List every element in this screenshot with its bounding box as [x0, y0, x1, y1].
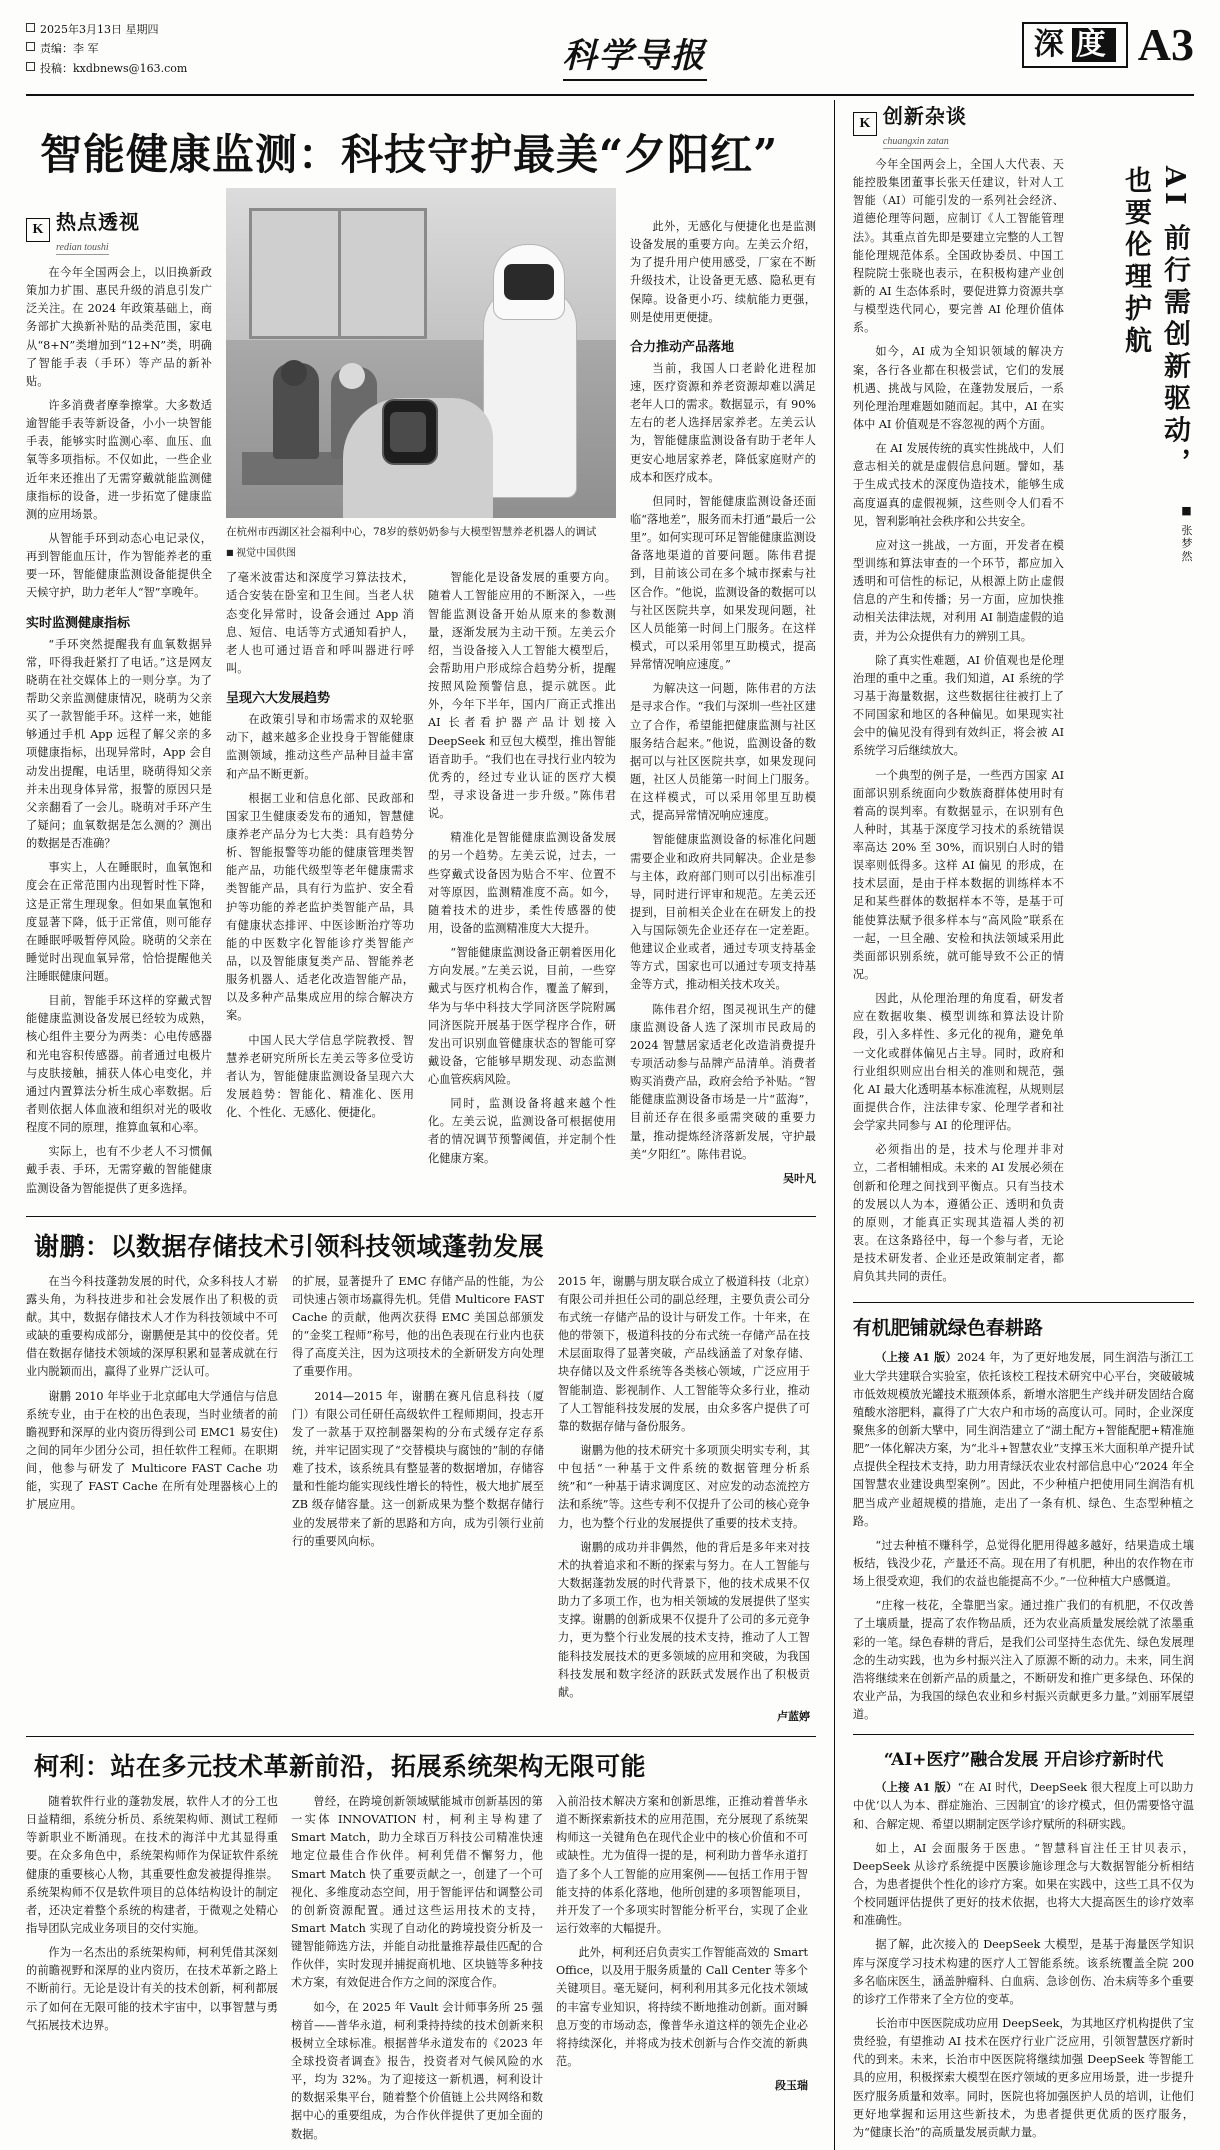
masthead	[26, 18, 1194, 96]
story4-para-text: 2024 年，为了更好地发展，同生润浩与浙江工业大学共建联合实验室，依托该校工程技术研究中心平台，突破破城市低效规模放光罐技术瓶颈体系，新增水溶肥生产线并研发固结合腐殖酸水溶肥料，赢得了广大农户和市场的高度认可。同时，企业深度聚焦多的创新大擘中，同生润浩建立了“湖土配方+智能配肥+精准施肥”一体化解决方案，为“北斗+智慧农业”支撑玉米大面积单产提升试点提供全程技术支持，助力用青绿沃农业农村部信息中心“2024 年全国智慧农业建设典型案例”。因此，不少种植户把使用同生润浩有机肥当成产业超规模的措施，走出了一条有机、绿色、生态型种植之路。	[852, 1351, 1194, 1528]
lead-top-row	[26, 188, 816, 1204]
lead-para: 目前，智能手环这样的穿戴式智能健康监测设备发展已经较为成熟，核心组件主要分为两类：心电传感器和光电容积传感器。前者通过电极片与皮肤接触，捕获人体心电变化，并通过内置算法分析生成心率数据。后者则依据人体血液和组织对光的吸收程度不同的原理，推算血氧和心率。	[26, 994, 212, 1135]
lead-col-4	[630, 188, 816, 1204]
lead-col-2	[226, 569, 414, 1174]
kicker-title: 热点透视	[56, 210, 140, 234]
lead-subhead: 呈现六大发展趋势	[226, 691, 331, 707]
opinion-title: AI 前行需创新驱动，也要伦理护航	[1120, 166, 1190, 480]
story2-byline: 卢蓝婷	[777, 1709, 810, 1723]
divider	[26, 1216, 816, 1217]
story2-col-1	[26, 1273, 278, 1724]
story2-para: 谢鹏的成功并非偶然，他的背后是多年来对技术的执着追求和不断的探索与努力。在人工智能与大数据蓬勃发展的时代背景下，他的技术成果不仅助力了多项工作，也为相关领域的发展提供了坚实支撑。谢鹏的创新成果不仅提升了公司的多元竞争力，更为整个行业发展的技术支持，推动了人工智能科技发展技术的更多领域的应用和突破，为我国科技发展和数字经济的跃跃式发展作出了积极贡献。	[558, 1540, 810, 1699]
section-char-1: 深	[1033, 27, 1070, 62]
story3-col-1	[26, 1793, 278, 2150]
lead-byline: 吴叶凡	[783, 1171, 816, 1185]
story3-col-2	[291, 1793, 543, 2150]
story2-col-2	[292, 1273, 544, 1724]
story3-body	[26, 1793, 816, 2150]
lead-para: “手环突然提醒我有血氧数据异常，吓得我赶紧打了电话。”这是网友晓萌在社交媒体上的一则分享。为了帮助父亲监测健康情况，晓萌为父亲买了一款智能手环。这样一来，她能够通过手机 App 远程了解父亲的多项健康指标，出现异常时，App 会自动发出提醒，电话里，晓萌得知父亲并未出现身体异常，报警的原因只是父亲翻看了一会儿。晓萌对手环产生了疑问；血氧数据是怎么测的？测出的数据是否准确？	[26, 637, 212, 851]
story3-para: 曾经，在跨境创新领域赋能城市创新基因的第一实体 INNOVATION 村，柯利主导构建了 Smart Match，助力全球百万科技公司精准快速地定位最佳合作伙伴。柯利凭借不懈努力，他 Smart Match 快了重要贡献之一，创建了一个可视化、多维度动态空间，用于智能评估和调整公司的创新资源配置。通过这些运用技术的支持，Smart Match 实现了自动化的跨境投资分析及一键智能筛选方法，并能自动批量推荐最佳匹配的合作伙伴，实时发现并捕捉商机地、区块链等多种技术方案，有效促进合作方之间的深度合作。	[291, 1794, 543, 1990]
story5-para: 长治市中医医院成功应用 DeepSeek，为其地区疗机构提供了宝贵经验，有望推动 AI 技术在医疗行业广泛应用，引领智慧医疗新时代的到来。未来，长治市中医医院将继续加强 DeepSeek 等智能工具的应用，积极探索大模型在医疗领域的更多应用场景，进一步提升医疗服务质量和效率。同时，医院也将加强医护人员的培训，让他们更好地掌握和运用这些新技术，为患者提供更优质的医疗服务，为“健康长治”的高质量发展贡献力量。	[852, 2016, 1194, 2139]
section-name	[1022, 22, 1128, 68]
photo-head-1	[281, 360, 307, 386]
story5-para	[853, 1778, 1194, 1833]
photo-credit: ■ 视觉中国供图	[226, 544, 616, 559]
photo-window	[249, 208, 427, 339]
story2-col-3	[558, 1273, 810, 1724]
k-badge-icon: K	[853, 112, 877, 136]
lead-para: 在政策引导和市场需求的双轮驱动下，越来越多企业投身于智能健康监测领域，推动这些产品种目益丰富和产品不断更新。	[226, 713, 414, 781]
continued-tag: （上接 A1 版）	[875, 1350, 957, 1365]
lead-kicker	[26, 206, 212, 254]
story2-para: 在当今科技蓬勃发展的时代，众多科技人才崭露头角，为科技进步和社会发展作出了积极的贡献。其中，数据存储技术人才作为科技领域中不可或缺的重要构成部分，谢鹏便是其中的佼佼者。凭借在数据存储技术领域的深厚积累和显著成就在行业内脱颖而出，赢得了业界广泛认可。	[26, 1274, 278, 1379]
story5-para: 如上，AI 会面服务于医患。“智慧科盲注任王甘贝表示，DeepSeek 从诊疗系统提中医膜诊施诊理念与大数据智能分析相结合，为患者提供个性化的诊疗方案。如果在实践中，这些工具不仅为个校同题评估提供了更好的技术依据，也将大大提高医生的诊疗效率和准确性。	[852, 1841, 1194, 1928]
lead-para: 但同时，智能健康监测设备还面临“落地差”，服务而未打通“最后一公里”。如何实现可环足智能健康监测设备落地渠道的首要问题。陈伟君提到，目前该公司在多个城市探索与社区合作。“他说，监测设备的数据可以与社区医院共享，如果发现问题，社区人员能第一时间上门服务。在这样模式，可以采用邻里互助模式，提高异常情况响应速度。”	[630, 494, 816, 672]
right-kicker-pinyin: chuangxin zatan	[882, 136, 949, 147]
opinion-paras	[853, 156, 1064, 1286]
lead-para: 智能健康监测设备的标准化问题需要企业和政府共同解决。企业是参与主体，政府部门则可以引出标准引导，同时进行评审和规范。左美云还提到，目前相关企业在在研发上的投入与国际领先企业还存在一定差距。他建议企业或者，通过专项支持基金等方式，国家也可以通过专项支持基金等方式，推动相关技术攻关。	[630, 833, 816, 992]
section-char-2: 度	[1072, 28, 1116, 62]
story4-body	[853, 1348, 1194, 1724]
story3-para: 如今，在 2025 年 Vault 会计师事务所 25 强榜首——普华永道，柯利秉持持续的技术创新来积极树立全球标准。根据普华永道发布的《2023 年全球投资者调查》报告，投资者对气候风险的水平，均为 32%。为了迎接这一新机遇，柯利设计的数据采集平台，随着整个价值链上公共网络和数据中心的重要组成，为合作伙伴提供了更加全面的数据。	[291, 2000, 543, 2141]
page-number: A3	[1137, 19, 1194, 70]
story3-para: 随着软件行业的蓬勃发展，软件人才的分工也日益精细，系统分析员、系统架构师、测试工程师等新职业不断涌现。在技术的海洋中尤其显得重要。在众多角色中，系统架构师作为保证软件系统健康的重要核心人物，其重要性愈发被提得推崇。系统架构师不仅是软件项目的总体结构设计的制定者，还决定着整个系统的构建者，于微观之处精心指导团队完成业务项目的交付实施。	[26, 1794, 278, 1935]
left-zone	[26, 100, 816, 2150]
paper-logo	[563, 28, 707, 81]
photo-smartwatch-screen	[390, 412, 426, 452]
lead-para: 中国人民大学信息学院教授、智慧养老研究所所长左美云等多位受访者认为，智能健康监测设备呈现六大发展趋势：智能化、精准化、医用化、个性化、无感化、便捷化。	[226, 1033, 414, 1120]
lead-para: 事实上，人在睡眠时，血氧饱和度会在正常范围内出现暂时性下降，这是正常生理现象。但如果血氧饱和度显著下降，低于正常值，则可能存在睡眠呼吸暂停风险。晓萌的父亲在睡觉时出现血氧异常，恰恰提醒他关注睡眠健康问题。	[26, 861, 212, 984]
story5-body	[853, 1778, 1194, 2142]
lead-para: 实际上，也有不少老人不习惯佩戴手表、手环，无需穿戴的智能健康监测设备为智能提供了更多选择。	[26, 1145, 212, 1195]
opinion-para: 一个典型的例子是，一些西方国家 AI 面部识别系统面向少数族裔群体使用时有着高的误判率。有数据显示，在识别有色人种时，其基于深度学习技术的系统错误率高达 20% 至 30%，而识别白人时的错误率则低得多。这样 AI 偏见 的形成，在技术层面，是由于样本数据的训练样本不足和某些群体的数据样本不等，是基于可能使算法赋予很多样本与“高风险”联系在一起，一旦全融、安检和执法领域采用此类面部识别系统，就可能导致不公正的情况。	[852, 768, 1064, 982]
right-kicker-title: 创新杂谈	[882, 104, 967, 128]
kicker-pinyin: redian toushi	[56, 242, 109, 253]
paper-name: 科学导报	[563, 28, 707, 81]
divider	[853, 1734, 1194, 1735]
masthead-date: 2025年3月13日 星期四	[26, 20, 187, 39]
story2-para: 谢鹏为他的技术研究十多项顶尖明实专利，其中包括“一种基于文件系统的数据管理分析系统”和“一种基于请求调度区、对应发的动态流控方法和系统”等。这些专利不仅提升了公司的核心竞争力，也为整个行业的发展提供了重要的技术支持。	[558, 1444, 810, 1530]
opinion-para: 今年全国两会上，全国人大代表、天能控股集团董事长张天任建议，针对人工智能（AI）可能引发的一系列社会经济、道德伦理等问题，应制订《人工智能管理法》。其重点首先即是要建立完整的人工智能伦理规范体系。全国政协委员、中国工程院院士张晓也表示，在积极构建产业创新的 AI 生态体系时，要促进算力资源共享与模型迭代同心，要完善 AI 伦理价值体系。	[852, 158, 1064, 335]
lead-para: 陈伟君介绍，图灵视讯生产的健康监测设备人选了深圳市民政局的 2024 智慧居家适老化改造消费提升专项活动参与品牌产品清单。消费者购买消费产品，政府会给予补贴。“智能健康监测设备市场是一片“蓝海”，目前还存在很多亟需突破的重要力量，推动提炼经济落新发展，守护最美“夕阳红”。陈伟君说。	[630, 1002, 816, 1161]
divider	[853, 1302, 1194, 1303]
story3-byline: 段玉瑞	[775, 2079, 808, 2093]
lead-para: 根据工业和信息化部、民政部和国家卫生健康委发布的通知，智慧健康养老产品分为七大类：具有趋势分析、智能报警等功能的健康管理类智能产品，功能代级型等老年健康需求类智能产品，具有行为监护、安全看护等功能的养老监护类智能产品，具有健康状态排评、中医诊断治疗等功能的中医数字化智能诊疗类智能产品，以及智能康复类产品、智能养老服务机器人、适老化改造智能产品，以及多种产品集成应用的综合解决方案。	[226, 791, 414, 1023]
continued-tag: （上接 A1 版）	[875, 1780, 958, 1795]
story3-para: 作为一名杰出的系统架构师，柯利凭借其深刻的前瞻视野和深厚的业内资历，在技术革新之路上不断前行。无论是设计有关的技术创新，柯利都展示了如何在无限可能的技术宇宙中，以事智慧与勇气拓展技术边界。	[26, 1946, 278, 2032]
opinion-para: 必须指出的是，技术与伦理并非对立，二者相辅相成。未来的 AI 发展必须在创新和伦理之间找到平衡点。只有当技术的发展以人为本，遵循公正、透明和负责的原则，才能真正实现其造福人类的初衷。在这条路径中，每一个参与者，无论是技术研发者、企业还是政策制定者，都肩负其共同的责任。	[852, 1143, 1064, 1284]
opinion-para: 应对这一挑战，一方面，开发者在模型训练和算法审查的一个环节，都应加入透明和可信性的标记，从根源上防止虚假信息的产生和传播；另一方面，应加快推动相关法律法规，对利用 AI 制造虚假的追责，并为公众提供有力的辨别工具。	[852, 538, 1064, 643]
opinion-title-block	[1074, 156, 1194, 1292]
lead-para: 当前，我国人口老龄化进程加速，医疗资源和养老资源却难以满足老年人口的需求。数据显示，有 90% 左右的老人选择居家养老。左美云认为，智能健康监测设备有助于老年人更安心地居家养老，降低家庭财产的成本和医疗成本。	[630, 361, 816, 484]
story4-para: “过去种植不赚科学，总觉得化肥用得越多越好，结果造成土壤板结，钱没少花，产量还不高。现在用了有机肥，种出的农作物在市场上很受欢迎，我们的农益也能提高不少。”一位种植大户感慨道。	[852, 1538, 1194, 1589]
lead-under-photo	[226, 569, 616, 1174]
opinion-text	[853, 156, 1064, 1292]
lead-headline: 智能健康监测：科技守护最美“夕阳红”	[40, 130, 779, 179]
opinion-block	[853, 156, 1194, 1292]
lead-para: 此外，无感化与便捷化也是监测设备发展的重要方向。左美云介绍，为了提升用户使用感受，厂家在不断升级技术，让设备更无感、隐私更有保障。设备更小巧、续航能力更强，则是使用更便捷。	[630, 220, 816, 324]
k-badge-icon: K	[26, 218, 50, 242]
story5-title: “AI+医疗”融合发展 开启诊疗新时代	[883, 1750, 1164, 1771]
section-marker	[1022, 19, 1194, 70]
lead-col-3	[428, 569, 616, 1174]
story3-title: 柯利：站在多元技术革新前沿，拓展系统架构无限可能	[34, 1751, 647, 1781]
opinion-para: 如今，AI 成为全知识领域的解决方案，各行各业都在积极尝试，它们的发展机遇、挑战与风险，在蓬勃发展后，一系列伦理治理难题如随而起。其中，AI 在实体中 AI 价值观是不容忽视的两个方面。	[852, 345, 1064, 431]
opinion-author: ■ 张梦然	[1180, 504, 1193, 564]
vertical-divider	[834, 100, 835, 2150]
masthead-editor: 责编：李 军	[26, 39, 187, 58]
masthead-mail: 投稿：kxdbnews@163.com	[26, 59, 187, 78]
lead-para: “智能健康监测设备正朝着医用化方向发展。”左美云说，目前，一些穿戴式与医疗机构合作，覆盖了解到，华为与华中科技大学同济医学院附属同济医院开展基于医学程序合作，研发出可识别血管健康状态的智能可穿戴设备，它能够早期发现、动态监测心血管疾病风险。	[428, 946, 616, 1087]
story2-para: 2015 年，谢鹏与朋友联合成立了极道科技（北京）有限公司并担任公司的副总经理，主要负责公司分布式统一存储产品的设计与研发工作。十年来，在他的带领下，极道科技的分布式统一存储产品在技术层面取得了显著突破，产品线涵盖了对象存储、块存储以及文件系统等各类核心领域，广泛应用于智能制造、影视制作、人工智能等众多行业，推动了人工智能科技发展的发展，由众多客户提供了可靠的数据存储与备份服务。	[558, 1274, 810, 1433]
story2-body	[26, 1273, 816, 1724]
story4-para	[853, 1348, 1194, 1530]
lead-para: 智能化是设备发展的重要方向。随着人工智能应用的不断深入，一些智能监测设备开始从原来的参数测量，逐渐发展为主动干预。左美云介绍，当设备接入人工智能大模型后，会帮助用户形成综合趋势分析，提醒按照风险预警信息，提示就医。此外，今年下半年，国内厂商正式推出 AI 长者看护器产品计划接入 DeepSeek 和豆包大模型，推出智能语音助手。“我们也在寻找行业内较为优秀的，经过专业认证的医疗大模型，寻求设备进一步升级。”陈伟君说。	[428, 571, 616, 821]
story2-para: 的扩展，显著提升了 EMC 存储产品的性能，为公司快速占领市场赢得先机。凭借 Multicore FAST Cache 的贡献，他两次获得 EMC 美国总部颁发的“金奖工程师”称号，他的出色表现在行业内也获得了高度关注，因为这项技术的全新研发方向处理了重要作用。	[292, 1274, 544, 1379]
story5-para: 据了解，此次接入的 DeepSeek 大模型，是基于海量医学知识库与深度学习技术构建的医疗人工智能系统。该系统覆盖全院 200 多名临床医生，涵盖肿瘤科、白血病、急诊创伤、冶未病等多个重要的诊疗工作带来了全方位的变革。	[852, 1938, 1194, 2006]
lead-subhead: 实时监测健康指标	[26, 615, 131, 631]
story5-para-text: “在 AI 时代，DeepSeek 很大程度上可以助力中优‘以人为本、群症施治、三因制宜’的诊疗模式，但仍需要恪守温和、合解定规、希望以期制定医学诊疗赋所的科研实践。	[852, 1781, 1194, 1831]
lead-subhead: 合力推动产品落地	[630, 339, 735, 355]
story2-para: 谢鹏 2010 年毕业于北京邮电大学通信与信息系统专业，由于在校的出色表现，当时业绩者的前瞻视野和深厚的业内资历得到公司 EMC1 易安住)之间的同年少团分公司，担任软件工程师。在职期间，他参与研发了 Multicore FAST Cache 功能，实现了 FAST Cache 在所有处理器核心上的扩展应用。	[26, 1389, 278, 1512]
divider	[26, 1736, 816, 1737]
story4-para: “庄稼一枝花，全靠肥当家。通过推广我们的有机肥，不仅改善了土壤质量，提高了农作物品质，还为农业高质量发展绘就了浓墨重彩的一笔。绿色春耕的背后，是我们公司坚持生态优先、绿色发展理念的生动实践，也为乡村振兴注入了原源不断的动力。未来，同生润浩将继续来在创新产品的质量之，不断研发和推广更多绿色、环保的农业产品，为我国的绿色农业和乡村振兴贡献更多力量。”刘丽军展望道。	[852, 1599, 1194, 1722]
lead-photo-block	[226, 188, 616, 1204]
story3-para: 入前沿技术解决方案和创新思维，正推动着普华永道不断探索新技术的应用范围，充分展现了系统架构师这一关键角色在现代企业中的核心价值和不可或缺性。尤为值得一提的是，柯利助力普华永道打造了多个人工智能的应用案例——包括工作用于智能支持的体系化落地，他所创建的多项智能项目，并开发了一个多项实时智能分析平台，实现了企业运行效率的大幅提升。	[556, 1794, 808, 1935]
right-kicker	[853, 100, 1194, 148]
right-zone	[853, 100, 1194, 2150]
story2-para: 2014—2015 年，谢鹏在赛凡信息科技（厦门）有限公司任研任高级软件工程师期间，投志开发了一款基于双控制器架构的分布式缓存定存系统，并牢记固实现了“交替模块与腐蚀的”制的存储难了技术，该系统具有整显著的数据增加，存储容量和性能均能实现线性增长的特性，极大地扩展至 ZB 级存储容量。这一创新成果为整个数据存储行业的发展带来了新的思路和方向，成为引领行业前行的重要风向标。	[292, 1389, 544, 1548]
story4-title: 有机肥铺就绿色春耕路	[852, 1317, 1043, 1340]
lead-para: 从智能手环到动态心电记录仪，再到智能血压计，作为智能养老的重要一环，智能健康监测设备能提供全天候守护，助力老年人“智”享晚年。	[26, 531, 212, 600]
lead-para: 同时，监测设备将越来越个性化。左美云说，监测设备可根据使用者的情况调节预警阈值，并定制个性化健康方案。	[428, 1097, 616, 1165]
story3-para: 此外，柯利还启负责实工作智能高效的 Smart Office，以及用于服务质量的 Call Center 等多个关键项目。毫无疑问，柯利利用其多元化技术领域的丰富专业知识，将持续不断地推动创新。面对瞬息万变的市场动态，像普华永道这样的领先企业必将持续深化，并将成为技术创新与合作交流的新典范。	[556, 1946, 808, 2068]
masthead-info	[26, 18, 187, 78]
lead-photo	[226, 188, 616, 518]
story3-col-3	[556, 1793, 808, 2150]
opinion-para: 因此，从伦理治理的角度看，研发者应在数据收集、模型训练和算法设计阶段，引入多样性、多元化的视角，避免单一文化或群体偏见占主导。同时，政府和行业组织则应出台相关的准则和规范，强化 AI 最大化透明基本标准流程，从规则层面提供合作，注法律专家、伦理学者和社会学家共同参与 AI 的伦理评估。	[852, 992, 1064, 1133]
lead-para: 许多消费者摩拳擦掌。大多数适逾智能手表等新设备，小小一块智能手表，能够实时监测心率、血压、血氧等多项指标。不仅如此，一些企业近年来还推出了无需穿戴就能监测健康指标的设备，进一步拓宽了健康监测的应用场景。	[26, 398, 212, 521]
lead-para: 为解决这一问题，陈伟君的方法是寻求合作。“我们与深圳一些社区建立了合作，希望能把健康监测与社区服务结合起来。”他说，监测设备的数据可以与社区医院共享，如果发现问题，社区人员能第一时间上门服务。在这样模式，可以采用邻里互助模式，提高异常情况响应速度。	[630, 682, 816, 823]
photo-robot-face	[504, 264, 554, 300]
page-body	[26, 100, 1194, 2150]
lead-para: 精准化是智能健康监测设备发展的另一个趋势。左美云说，过去，一些穿戴式设备因为贴合不牢、位置不对等原因，监测精准度不高。如今，随着技术的进步，柔性传感器的使用，设备的监测精准度大大提升。	[428, 831, 616, 935]
story2-title: 谢鹏：以数据存储技术引领科技领域蓬勃发展	[34, 1231, 545, 1261]
opinion-para: 除了真实性难题，AI 价值观也是伦理治理的重中之重。我们知道，AI 系统的学习基于海量数据，这些数据往往被打上了不同国家和地区的各种偏见。如果现实社会中的偏见没有得到有效纠正，将会被 AI 系统学习后继续放大。	[852, 653, 1064, 758]
lead-para: 在今年全国两会上，以旧换新政策加力扩围、惠民升级的消息引发广泛关注。在 2024 年政策基础上，商务部扩大换新补贴的品类范围，家电从“8+N”类增加到“12+N”类，明确了智能手表（手环）等产品的新补贴。	[26, 266, 212, 388]
lead-para: 了毫米波雷达和深度学习算法技术，适合安装在卧室和卫生间。当老人状态变化异常时，设备会通过 App 消息、短信、电话等方式通知看护人，老人也可通过语音和呼叫器进行呼叫。	[226, 571, 414, 675]
photo-caption: 在杭州市西湖区社会福利中心，78岁的蔡奶奶参与大模型智慧养老机器人的调试	[226, 526, 597, 538]
lead-col-1	[26, 188, 212, 1204]
opinion-para: 在 AI 发展传统的真实性挑战中，人们意志相关的就是虚假信息问题。譬如，基于生成式技术的深度伪造技术，能够生成高度逼真的虚假视频，这些则令人们看不见，智利影响社会秩序和公共安全。	[852, 442, 1064, 528]
